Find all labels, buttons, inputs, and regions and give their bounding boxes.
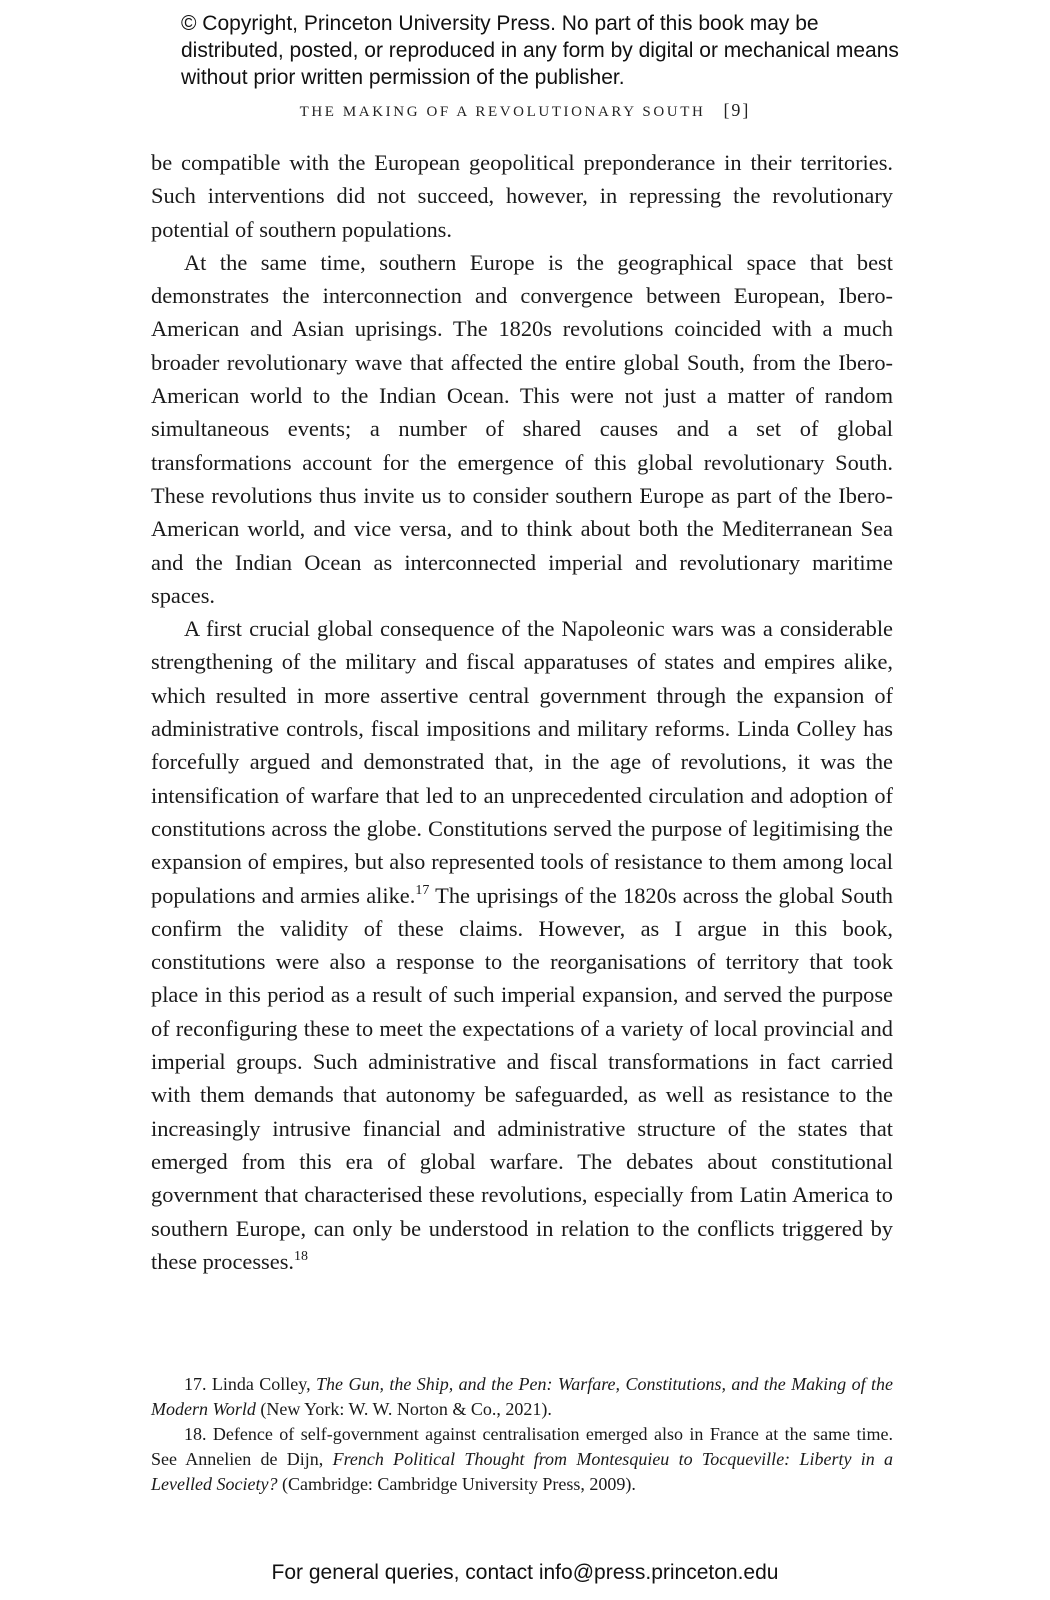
footnote-17-title: The Gun, the Ship, and the Pen: Warfare, Constitutions, and the Making of the Modern World <box>151 1374 893 1419</box>
footnote-18-prefix: 18. Defence of self-government against centralisation emerged also in France at the same time. See Annelien de Dijn, <box>151 1424 893 1469</box>
paragraph-1: be compatible with the European geopolitical preponderance in their territories. Such interventions did not succeed, however, in repressing the revolutionary potential of southern populations. <box>151 150 893 242</box>
footer-contact: For general queries, contact info@press.princeton.edu <box>271 1561 779 1584</box>
footnote-18 <box>151 1422 893 1497</box>
footnote-17 <box>151 1372 893 1422</box>
copyright-notice: © Copyright, Princeton University Press. No part of this book may be distributed, posted, or reproduced in any form by digital or mechanical means without prior written permission of the publisher. <box>181 12 899 89</box>
footnotes <box>151 1372 893 1497</box>
body-text <box>151 146 893 1278</box>
paragraph-3-part-1: A first crucial global consequence of the Napoleonic wars was a considerable strengthening of the military and fiscal apparatuses of states and empires alike, which resulted in more assertive central government through the expansion of administrative controls, fiscal impositions and military reforms. Linda Colley has forcefully argued and demonstrated that, in the age of revolutions, it was the intensification of warfare that led to an unprecedented circulation and adoption of constitutions across the globe. Constitutions served the purpose of legitimising the expansion of empires, but also represented tools of resistance to them among local populations and armies alike. <box>151 616 893 908</box>
running-head-title: THE MAKING OF A REVOLUTIONARY SOUTH <box>299 104 706 120</box>
paragraph-2: At the same time, southern Europe is the geographical space that best demonstrates the interconnection and convergence between European, Ibero-American and Asian uprisings. The 1820s revolutions coincided with a much broader revolutionary wave that affected the entire global South, from the Ibero-American world to the Indian Ocean. This were not just a matter of random simultaneous events; a number of shared causes and a set of global transformations account for the emergence of this global revolutionary South. These revolutions thus invite us to consider southern Europe as part of the Ibero-American world, and vice versa, and to think about both the Mediterranean Sea and the Indian Ocean as interconnected imperial and revolutionary maritime spaces. <box>151 249 893 608</box>
footnote-17-prefix: 17. Linda Colley, <box>184 1374 317 1394</box>
running-head <box>0 100 1050 121</box>
paragraph-3 <box>151 612 893 1278</box>
paragraph-3-part-2: The uprisings of the 1820s across the global South confirm the validity of these claims. However, as I argue in this book, constitutions were also a response to the reorganisations of territory that took place in this period as a result of such imperial expansion, and served the purpose of reconfiguring these to meet the expectations of a variety of local provincial and imperial groups. Such administrative and fiscal transformations in fact carried with them demands that autonomy be safeguarded, as well as resistance to the increasingly intrusive financial and administrative structure of the states that emerged from this era of global warfare. The debates about constitutional government that characterised these revolutions, especially from Latin America to southern Europe, can only be understood in relation to the conflicts triggered by these processes. <box>151 882 893 1274</box>
footnote-ref-17[interactable]: 17 <box>415 882 430 898</box>
footnote-18-title: French Political Thought from Montesquieu to Tocqueville: Liberty in a Levelled Society? <box>151 1449 893 1494</box>
footnote-ref-18[interactable]: 18 <box>294 1248 309 1264</box>
page-number: [9] <box>723 100 751 120</box>
footnote-18-suffix: (Cambridge: Cambridge University Press, 2009). <box>277 1474 636 1494</box>
footnote-17-suffix: (New York: W. W. Norton & Co., 2021). <box>255 1399 552 1419</box>
